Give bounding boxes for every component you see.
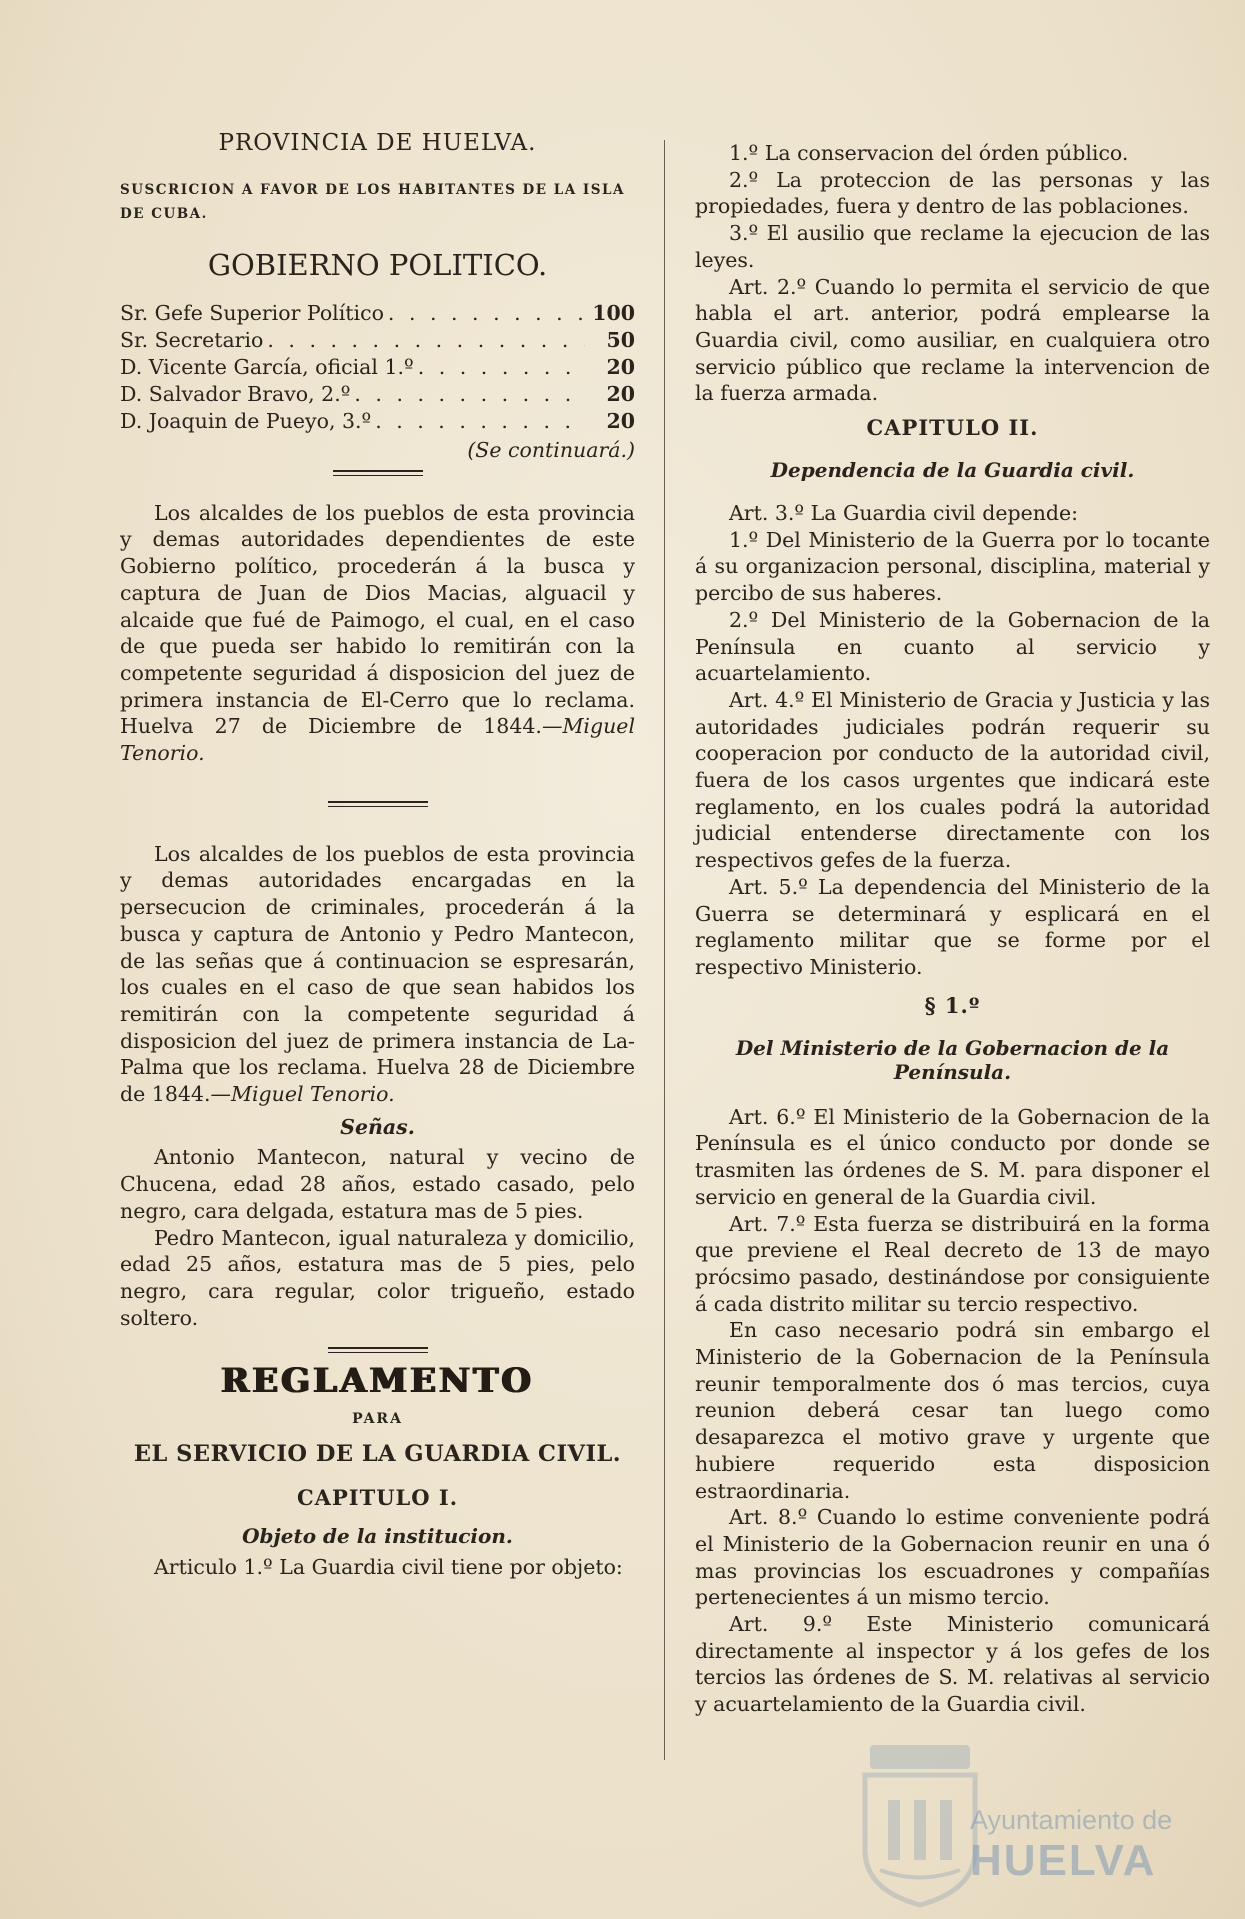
article-1-item-1: 1.º La conservacion del órden público. xyxy=(729,141,1129,165)
continued-note: (Se continuará.) xyxy=(467,438,635,462)
watermark-line-2: HUELVA xyxy=(970,1836,1157,1885)
article-8: Art. 8.º Cuando lo estime conveniente podrá el Ministerio de la Gobernacion reunir en una ó mas provincias los escuadrones y compañías pertenecientes á un mismo tercio. xyxy=(695,1505,1210,1610)
section-1-title: Del Ministerio de la Gobernacion de la Península. xyxy=(735,1035,1170,1084)
subscriber-amount: 20 xyxy=(606,355,635,379)
section-1-heading: § 1.º xyxy=(924,992,981,1018)
leader-dots xyxy=(375,408,585,435)
dependencia-heading: Dependencia de la Guardia civil. xyxy=(770,458,1135,483)
article-9: Art. 9.º Este Ministerio comunicará directamente al inspector y á los gefes de los tercios las órdenes de S. M. relativas al servicio y acuartelamiento de la Guardia civil. xyxy=(695,1612,1210,1717)
senas-heading: Señas. xyxy=(340,1114,415,1139)
notice-mantecon-signature: —Miguel Tenorio. xyxy=(210,1082,395,1107)
subscriber-name: D. Salvador Bravo, 2.º xyxy=(120,382,351,406)
gobierno-heading: GOBIERNO POLITICO. xyxy=(207,248,548,282)
leader-dots xyxy=(354,381,585,408)
article-2: Art. 2.º Cuando lo permita el servicio de que habla el art. anterior, podrá emplearse la Guardia civil, como ausiliar, en cualquiera otro servicio público que reclame la intervencion de la fuerza armada. xyxy=(695,274,1210,406)
article-6: Art. 6.º El Ministerio de la Gobernacion de la Península es el único conducto por donde se trasmiten las órdenes de S. M. para disponer el servicio en general de la Guardia civil. xyxy=(695,1104,1210,1209)
subscriber-list xyxy=(120,300,635,435)
notice-macias-signature: —Miguel Tenorio. xyxy=(120,714,635,766)
subscriber-name: Sr. Gefe Superior Político xyxy=(120,301,384,325)
subscriber-name: D. Vicente García, oficial 1.º xyxy=(120,355,414,379)
article-3-item-1: 1.º Del Ministerio de la Guerra por lo tocante á su organizacion personal, disciplina, material y percibo de sus haberes. xyxy=(695,527,1210,606)
province-title: PROVINCIA DE HUELVA. xyxy=(218,130,537,156)
watermark-line-1: Ayuntamiento de xyxy=(970,1805,1173,1835)
article-5: Art. 5.º La dependencia del Ministerio de la Guerra se determinará y esplicará en el reglamento militar que se forme por el respectivo Ministerio. xyxy=(695,874,1210,979)
leader-dots xyxy=(388,300,585,327)
column-divider xyxy=(664,140,665,1760)
subscriber-row xyxy=(120,300,635,327)
article-1-item-3: 3.º El ausilio que reclame la ejecucion de las leyes. xyxy=(695,221,1210,272)
subscriber-row xyxy=(120,327,635,354)
capitulo-1-heading: CAPITULO I. xyxy=(296,1485,459,1511)
article-7-continued: En caso necesario podrá sin embargo el Ministerio de la Gobernacion de la Península reunir temporalmente dos ó mas tercios, cuya reunion deberá cesar tan luego como desaparezca el motivo grave y urgente que hubiere requerido esta disposicion estraordinaria. xyxy=(695,1318,1210,1503)
subscriber-amount: 20 xyxy=(606,382,635,406)
subscriber-name: Sr. Secretario xyxy=(120,328,264,352)
subscriber-amount: 100 xyxy=(592,301,635,325)
subscriber-row xyxy=(120,354,635,381)
leader-dots xyxy=(418,354,585,381)
capitulo-2-heading: CAPITULO II. xyxy=(866,415,1039,441)
notice-mantecon-text: Los alcaldes de los pueblos de esta provincia y demas autoridades encargadas en la persecucion de criminales, procederán á la busca y captura de Antonio y Pedro Mantecon, de las señas que á continuacion se espresarán, los cuales en el caso de que sean habidos los remitirán con la competente seguridad á disposicion del juez de primera instancia de La-Palma que los reclama. Huelva 28 de Diciembre de 1844. xyxy=(120,841,635,1107)
para-heading: PARA xyxy=(352,1411,403,1428)
subscriber-row xyxy=(120,408,635,435)
subscriber-amount: 50 xyxy=(606,328,635,352)
section-rule xyxy=(333,470,423,476)
article-3: Art. 3.º La Guardia civil depende: xyxy=(729,501,1079,526)
left-column xyxy=(120,120,635,1581)
section-rule xyxy=(328,801,428,807)
leader-dots xyxy=(267,327,585,354)
notice-macias xyxy=(120,500,635,767)
reglamento-heading: REGLAMENTO xyxy=(220,1361,535,1402)
objeto-heading: Objeto de la institucion. xyxy=(242,1524,513,1549)
senas-antonio: Antonio Mantecon, natural y vecino de Chucena, edad 28 años, estado casado, pelo negro, cara delgada, estatura mas de 5 pies. xyxy=(120,1145,635,1223)
notice-macias-text: Los alcaldes de los pueblos de esta provincia y demas autoridades dependientes de este Gobierno político, procederán á la busca y captura de Juan de Dios Macias, alguacil y alcaide que fué de Paimogo, el cual, en el caso de que pueda ser habido lo remitirán con la competente seguridad á disposicion del juez de primera instancia de El-Cerro que lo reclama. Huelva 27 de Diciembre de 1844. xyxy=(120,500,635,739)
right-column xyxy=(695,140,1210,1718)
section-rule xyxy=(328,1347,428,1353)
senas-pedro: Pedro Mantecon, igual naturaleza y domicilio, edad 25 años, estatura mas de 5 pies, pelo negro, cara regular, color trigueño, estado soltero. xyxy=(120,1225,635,1330)
subscriber-row xyxy=(120,381,635,408)
article-4: Art. 4.º El Ministerio de Gracia y Justicia y las autoridades judiciales podrán requerir su cooperacion por conducto de la autoridad civil, fuera de los casos urgentes que indicará este reglamento, en los cuales podrá la autoridad judicial entenderse directamente con los respectivos gefes de la fuerza. xyxy=(695,687,1210,873)
notice-mantecon xyxy=(120,841,635,1108)
servicio-heading: EL SERVICIO DE LA GUARDIA CIVIL. xyxy=(133,1441,622,1468)
article-1-item-2: 2.º La proteccion de las personas y las propiedades, fuera y dentro de las poblaciones. xyxy=(695,167,1210,219)
article-3-item-2: 2.º Del Ministerio de la Gobernacion de la Península en cuanto al servicio y acuartelamiento. xyxy=(695,607,1210,686)
article-7: Art. 7.º Esta fuerza se distribuirá en la forma que previene el Real decreto de 13 de mayo prócsimo pasado, destinándose por consiguiente á cada distrito militar su tercio respectivo. xyxy=(695,1211,1210,1316)
subscription-heading: SUSCRICION A FAVOR DE LOS HABITANTES DE LA ISLA DE CUBA. xyxy=(120,182,625,222)
subscriber-amount: 20 xyxy=(606,409,635,433)
article-1: Articulo 1.º La Guardia civil tiene por objeto: xyxy=(154,1555,623,1580)
subscriber-name: D. Joaquin de Pueyo, 3.º xyxy=(120,409,372,433)
